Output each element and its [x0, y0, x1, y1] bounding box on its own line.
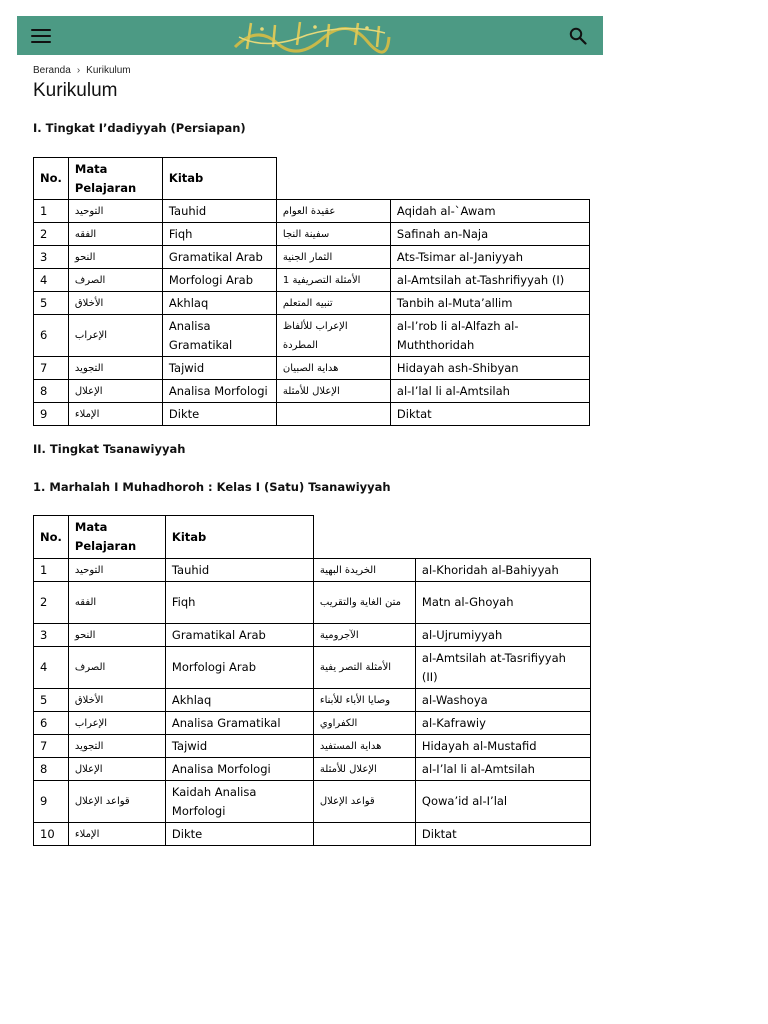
cell-kitab: Hidayah ash-Shibyan — [390, 357, 589, 380]
table-row — [34, 403, 590, 426]
header-no: No. — [34, 516, 69, 559]
cell-subject-arabic: الأخلاق — [68, 292, 162, 315]
cell-kitab: al-Washoya — [415, 689, 590, 712]
table-row — [34, 823, 591, 846]
cell-no: 9 — [34, 403, 69, 426]
table-row — [34, 380, 590, 403]
cell-kitab: al-Ujrumiyyah — [415, 624, 590, 647]
table-row — [34, 781, 591, 823]
cell-kitab: al-Khoridah al-Bahiyyah — [415, 559, 590, 582]
cell-kitab: al-I’lal li al-Amtsilah — [390, 380, 589, 403]
cell-kitab-arabic: هداية المستفيد — [313, 735, 415, 758]
header-kitab: Kitab — [165, 516, 313, 559]
table-row — [34, 758, 591, 781]
cell-kitab: Hidayah al-Mustafid — [415, 735, 590, 758]
cell-subject: Tauhid — [165, 559, 313, 582]
cell-no: 5 — [34, 689, 69, 712]
header-empty — [276, 158, 589, 200]
cell-kitab: al-Amtsilah at-Tashrifiyyah (I) — [390, 269, 589, 292]
cell-subject-arabic: الإملاء — [68, 403, 162, 426]
cell-no: 7 — [34, 735, 69, 758]
cell-kitab-arabic: الثمار الجنية — [276, 246, 390, 269]
cell-subject: Gramatikal Arab — [165, 624, 313, 647]
cell-subject: Akhlaq — [162, 292, 276, 315]
cell-subject: Morfologi Arab — [162, 269, 276, 292]
cell-kitab-arabic: الخريدة البهية — [313, 559, 415, 582]
curriculum-table-idadiyyah — [33, 157, 590, 426]
cell-kitab-arabic: قواعد الإعلال — [313, 781, 415, 823]
breadcrumb — [33, 65, 131, 76]
cell-subject: Tajwid — [165, 735, 313, 758]
section-heading-marhalah-1: 1. Marhalah I Muhadhoroh : Kelas I (Satu) Tsanawiyyah — [33, 480, 391, 494]
cell-no: 8 — [34, 758, 69, 781]
cell-subject-arabic: الإملاء — [68, 823, 165, 846]
table-row — [34, 647, 591, 689]
cell-subject: Dikte — [165, 823, 313, 846]
table-row — [34, 624, 591, 647]
site-logo[interactable] — [227, 17, 395, 54]
cell-kitab-arabic: الآجرومية — [313, 624, 415, 647]
header-no: No. — [34, 158, 69, 200]
cell-kitab-arabic: الكفراوي — [313, 712, 415, 735]
cell-subject-arabic: التوحيد — [68, 200, 162, 223]
cell-kitab: al-I’lal li al-Amtsilah — [415, 758, 590, 781]
table-row — [34, 735, 591, 758]
cell-subject-arabic: الفقه — [68, 582, 165, 624]
table-row — [34, 223, 590, 246]
cell-kitab-arabic: الأمثلة التصر يفية — [313, 647, 415, 689]
cell-subject: Morfologi Arab — [165, 647, 313, 689]
cell-no: 2 — [34, 223, 69, 246]
cell-no: 5 — [34, 292, 69, 315]
cell-no: 4 — [34, 647, 69, 689]
section-heading-tsanawiyyah: II. Tingkat Tsanawiyyah — [33, 442, 186, 456]
cell-subject: Akhlaq — [165, 689, 313, 712]
site-header — [17, 16, 603, 55]
cell-subject-arabic: الأخلاق — [68, 689, 165, 712]
cell-no: 9 — [34, 781, 69, 823]
cell-subject: Tajwid — [162, 357, 276, 380]
cell-subject-arabic: الصرف — [68, 269, 162, 292]
table-row — [34, 559, 591, 582]
cell-kitab: Diktat — [415, 823, 590, 846]
cell-no: 1 — [34, 200, 69, 223]
cell-no: 7 — [34, 357, 69, 380]
cell-subject: Tauhid — [162, 200, 276, 223]
cell-subject-arabic: الإعلال — [68, 380, 162, 403]
breadcrumb-current-link[interactable]: Kurikulum — [86, 65, 131, 76]
breadcrumb-home-link[interactable]: Beranda — [33, 65, 71, 76]
cell-subject: Kaidah Analisa Morfologi — [165, 781, 313, 823]
cell-kitab: Qowa’id al-I’lal — [415, 781, 590, 823]
header-empty — [313, 516, 590, 559]
cell-subject: Analisa Morfologi — [165, 758, 313, 781]
cell-subject: Fiqh — [165, 582, 313, 624]
cell-kitab-arabic — [313, 823, 415, 846]
cell-kitab-arabic: الإعراب للألفاظ المطردة — [276, 315, 390, 357]
table-row — [34, 357, 590, 380]
cell-subject-arabic: الصرف — [68, 647, 165, 689]
cell-kitab: Tanbih al-Muta’allim — [390, 292, 589, 315]
section-heading-idadiyyah: I. Tingkat I’dadiyyah (Persiapan) — [33, 121, 246, 135]
cell-subject-arabic: الإعراب — [68, 712, 165, 735]
cell-no: 4 — [34, 269, 69, 292]
cell-kitab-arabic: الإعلال للأمثلة — [313, 758, 415, 781]
table-row — [34, 712, 591, 735]
cell-subject: Fiqh — [162, 223, 276, 246]
header-kitab: Kitab — [162, 158, 276, 200]
header-mata-pelajaran: Mata Pelajaran — [68, 158, 162, 200]
cell-kitab-arabic: عقيدة العوام — [276, 200, 390, 223]
cell-kitab: Ats-Tsimar al-Janiyyah — [390, 246, 589, 269]
cell-kitab: al-Amtsilah at-Tasrifiyyah (II) — [415, 647, 590, 689]
curriculum-table-tsanawiyyah-1 — [33, 515, 591, 846]
table-header-row — [34, 158, 590, 200]
cell-kitab: Safinah an-Naja — [390, 223, 589, 246]
cell-kitab: Aqidah al-`Awam — [390, 200, 589, 223]
cell-subject-arabic: الإعلال — [68, 758, 165, 781]
table-row — [34, 200, 590, 223]
cell-no: 1 — [34, 559, 69, 582]
cell-subject-arabic: النحو — [68, 624, 165, 647]
cell-subject-arabic: الفقه — [68, 223, 162, 246]
page-title: Kurikulum — [33, 80, 118, 101]
cell-kitab-arabic: الإعلال للأمثلة — [276, 380, 390, 403]
cell-subject: Analisa Gramatikal — [162, 315, 276, 357]
cell-no: 8 — [34, 380, 69, 403]
cell-subject: Analisa Gramatikal — [165, 712, 313, 735]
table-header-row — [34, 516, 591, 559]
cell-kitab-arabic: تنبيه المتعلم — [276, 292, 390, 315]
cell-no: 3 — [34, 246, 69, 269]
cell-no: 3 — [34, 624, 69, 647]
cell-kitab-arabic: وصايا الأباء للأبناء — [313, 689, 415, 712]
table-row — [34, 315, 590, 357]
table-row — [34, 292, 590, 315]
cell-subject-arabic: التجويد — [68, 735, 165, 758]
cell-subject: Analisa Morfologi — [162, 380, 276, 403]
cell-kitab-arabic: سفينة النجا — [276, 223, 390, 246]
cell-kitab: al-Kafrawiy — [415, 712, 590, 735]
cell-no: 6 — [34, 712, 69, 735]
cell-no: 2 — [34, 582, 69, 624]
search-icon[interactable] — [567, 25, 589, 47]
header-mata-pelajaran: Mata Pelajaran — [68, 516, 165, 559]
cell-subject-arabic: النحو — [68, 246, 162, 269]
cell-kitab-arabic: هداية الصبيان — [276, 357, 390, 380]
table-row — [34, 689, 591, 712]
cell-subject-arabic: التجويد — [68, 357, 162, 380]
cell-subject-arabic: الإعراب — [68, 315, 162, 357]
cell-no: 6 — [34, 315, 69, 357]
cell-kitab: al-I’rob li al-Alfazh al-Muththoridah — [390, 315, 589, 357]
cell-subject-arabic: قواعد الإعلال — [68, 781, 165, 823]
breadcrumb-separator: › — [76, 65, 81, 76]
cell-subject-arabic: التوحيد — [68, 559, 165, 582]
cell-no: 10 — [34, 823, 69, 846]
cell-kitab-arabic — [276, 403, 390, 426]
cell-subject: Gramatikal Arab — [162, 246, 276, 269]
table-row — [34, 269, 590, 292]
hamburger-menu-icon[interactable] — [31, 28, 51, 44]
table-row — [34, 246, 590, 269]
cell-kitab-arabic: متن الغاية والتقريب — [313, 582, 415, 624]
cell-subject: Dikte — [162, 403, 276, 426]
table-row — [34, 582, 591, 624]
cell-kitab: Diktat — [390, 403, 589, 426]
cell-kitab-arabic: الأمثلة التصريفية 1 — [276, 269, 390, 292]
cell-kitab: Matn al-Ghoyah — [415, 582, 590, 624]
